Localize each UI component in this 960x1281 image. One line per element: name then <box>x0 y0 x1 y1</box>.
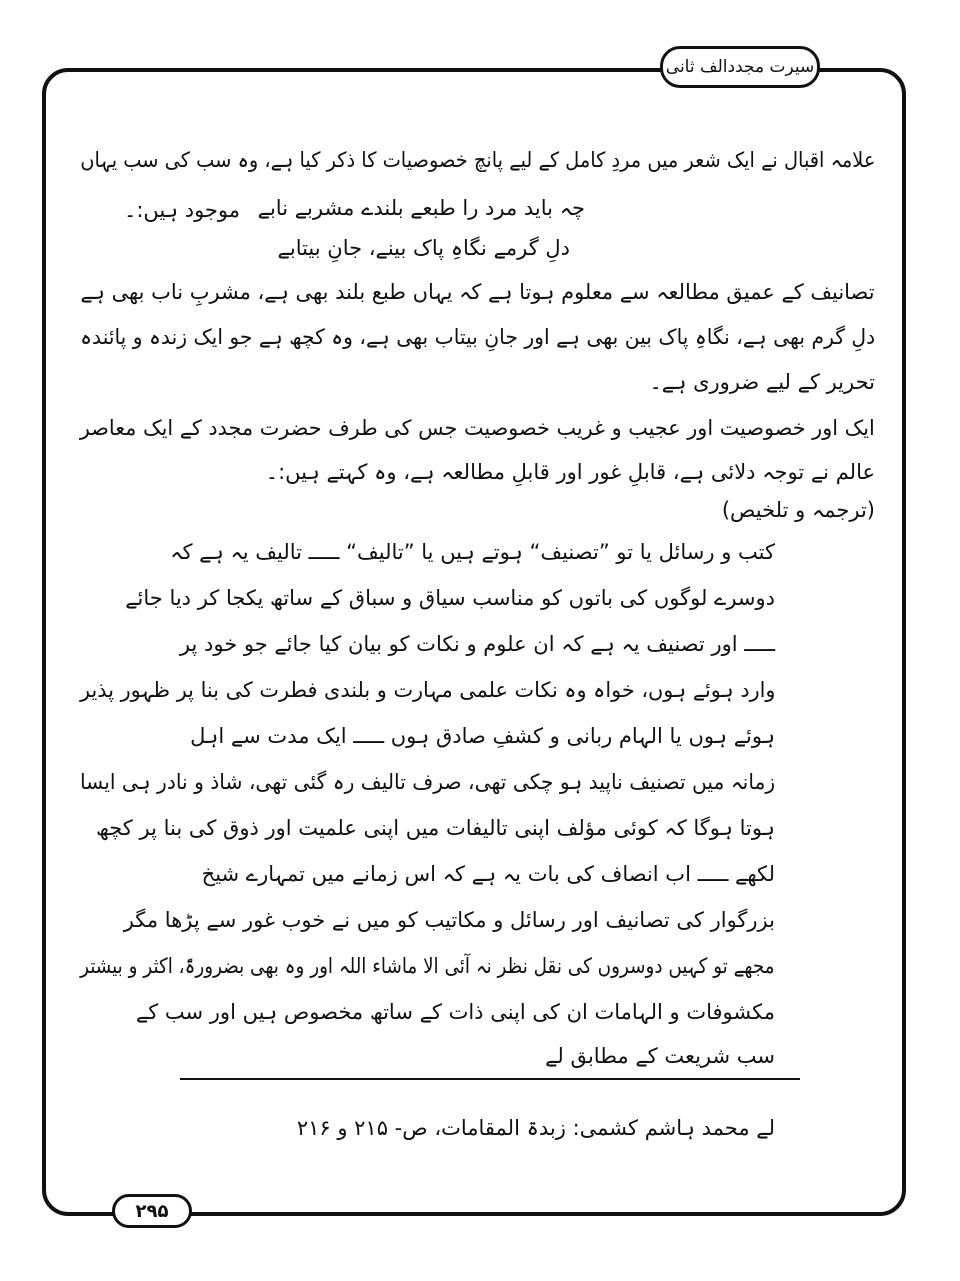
quote-line: سب شریعت کے مطابق لے <box>545 1044 775 1068</box>
verse-line: چہ باید مرد را طبعے بلندے مشربے نابے <box>257 196 585 220</box>
body-line: ایک اور خصوصیت اور عجیب و غریب خصوصیت جس کی طرف حضرت مجدد کے ایک معاصر <box>80 416 875 440</box>
verse-line: دلِ گرمے نگاہِ پاک بینے، جانِ بیتابے <box>277 236 570 260</box>
body-line: دلِ گرم بھی ہے، نگاہِ پاک بین بھی ہے اور جانِ بیتاب بھی ہے، وہ کچھ ہے جو ایک زندہ و پائندہ <box>79 325 875 349</box>
body-line: موجود ہیں:۔ <box>124 198 240 222</box>
quote-line: لکھے ـــــ اب انصاف کی بات یہ ہے کہ اس زمانے میں تمہارے شیخ <box>201 862 775 886</box>
book-title: سیرت مجددالف ثانی <box>665 57 815 77</box>
footnote-divider <box>180 1078 800 1080</box>
body-line: تصانیف کے عمیق مطالعہ سے معلوم ہوتا ہے کہ یہاں طبع بلند بھی ہے، مشربِ ناب بھی ہے <box>80 280 875 304</box>
quote-line: کتب و رسائل یا تو ”تصنیف“ ہوتے ہیں یا ”تالیف“ ـــــ تالیف یہ ہے کہ <box>170 540 775 564</box>
quote-line: ہوتا ہوگا کہ کوئی مؤلف اپنی تالیفات میں اپنی علمیت اور ذوق کی بنا پر کچھ <box>95 816 775 840</box>
page-number-tab <box>112 1194 192 1228</box>
quote-line: ہوئے ہوں یا الہام ربانی و کشفِ صادق ہوں ـــــ ایک مدت سے اہل <box>190 724 775 748</box>
quote-line: بزرگوار کی تصانیف اور رسائل و مکاتیب کو میں نے خوب غور سے پڑھا مگر <box>123 908 775 932</box>
quote-line: دوسرے لوگوں کی باتوں کو مناسب سیاق و سباق کے ساتھ یکجا کر دیا جائے <box>125 586 775 610</box>
quote-line: مکشوفات و الہامات ان کی اپنی ذات کے ساتھ مخصوص ہیں اور سب کے <box>135 1000 775 1024</box>
quote-label: (ترجمہ و تلخیص) <box>721 498 875 522</box>
body-line: عالم نے توجہ دلائی ہے، قابلِ غور اور قابلِ مطالعہ ہے، وہ کہتے ہیں:۔ <box>265 460 875 484</box>
quote-line: مجھے تو کہیں دوسروں کی نقل نظر نہ آئی الا ماشاء اللہ اور وہ بھی بضرورۃً، اکثر و بیشتر <box>80 954 775 978</box>
body-line: تحریر کے لیے ضروری ہے۔ <box>649 370 875 394</box>
quote-line: زمانہ میں تصنیف ناپید ہو چکی تھی، صرف تالیف رہ گئی تھی، شاذ و نادر ہی ایسا <box>79 770 775 794</box>
page-number: ۲۹۵ <box>135 1200 169 1222</box>
body-line: علامہ اقبال نے ایک شعر میں مردِ کامل کے لیے پانچ خصوصیات کا ذکر کیا ہے، وہ سب کی سب یہاں <box>79 148 875 172</box>
running-header <box>660 46 820 88</box>
quote-line: وارد ہوئے ہوں، خواہ وہ نکات علمی مہارت و بلندی فطرت کی بنا پر ظہور پذیر <box>79 678 775 702</box>
footnote: لے محمد ہاشم کشمی: زبدۃ المقامات، ص- ۲۱۵ و ۲۱۶ <box>296 1116 775 1140</box>
quote-line: ـــــ اور تصنیف یہ ہے کہ ان علوم و نکات کو بیان کیا جائے جو خود پر <box>179 632 775 656</box>
